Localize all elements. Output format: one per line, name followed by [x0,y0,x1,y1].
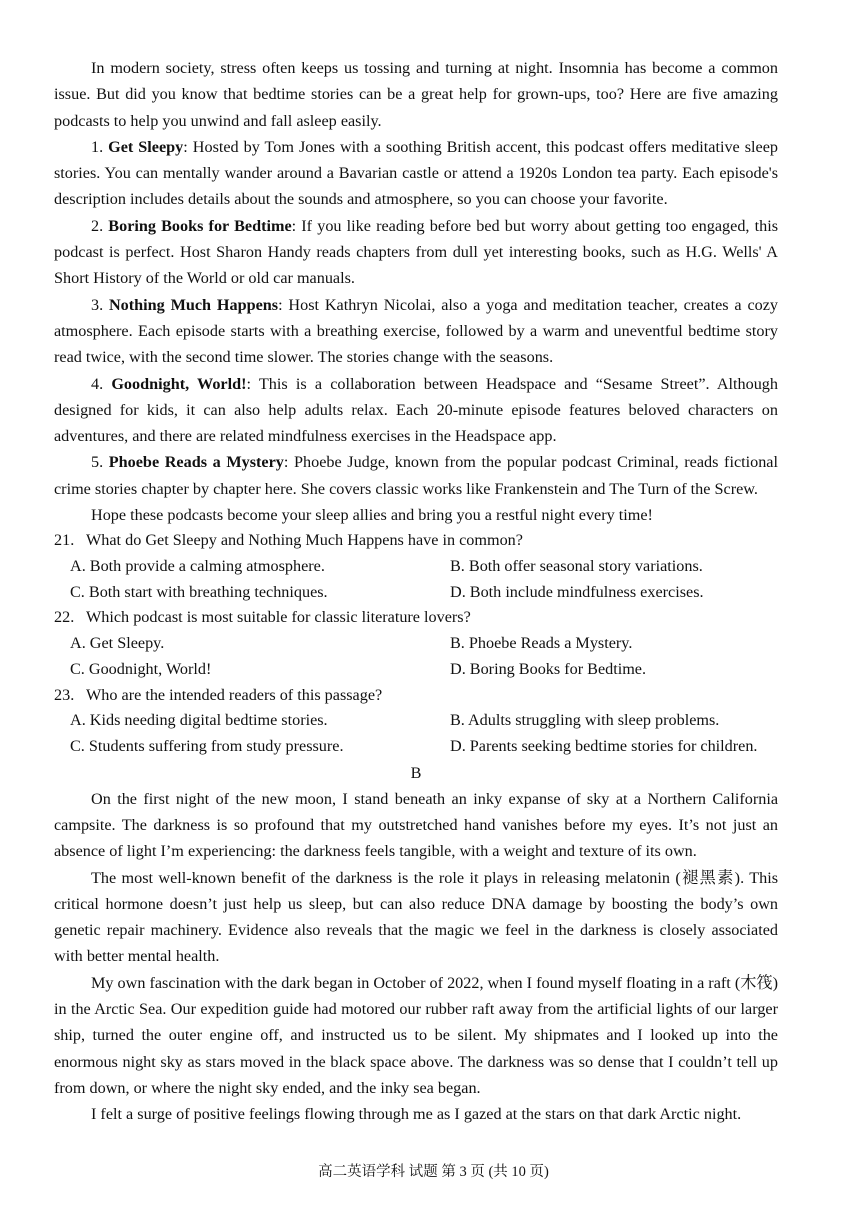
option-a: A. Kids needing digital bedtime stories. [70,711,328,730]
question-number: 21. [54,531,75,550]
passage-a-closing: Hope these podcasts become your sleep allies and bring you a restful night every time! [91,506,653,525]
question-21 [54,528,778,605]
option-d: D. Both include mindfulness exercises. [450,582,704,601]
option-a: A. Get Sleepy. [70,633,165,652]
podcast-item: 5. Phoebe Reads a Mystery: Phoebe Judge, known from the popular podcast Criminal, reads fictional crime stories chapter by chapter here. She covers classic works like Frankenstein and The Turn of the Screw. [54,453,778,498]
option-b: B. Both offer seasonal story variations. [450,556,703,575]
question-stem: Which podcast is most suitable for classic literature lovers? [86,608,471,627]
question-23 [54,683,778,760]
option-c: C. Both start with breathing techniques. [70,582,328,601]
option-c: C. Goodnight, World! [70,659,212,678]
option-d: D. Parents seeking bedtime stories for children. [450,736,758,755]
section-label: B [410,763,422,782]
option-b: B. Phoebe Reads a Mystery. [450,633,633,652]
passage-b-paragraph: My own fascination with the dark began in October of 2022, when I found myself floating in a raft (木筏) in the Arctic Sea. Our expedition guide had motored our rubber raft away from the artificial lights of our larger ship, turned the outer engine off, and instructed us to be silent. My shipmates and I looked up into the enormous night sky as stars moved in the black space above. The darkness was so dense that I couldn’t tell up from down, or where the night sky ended, and the inky sea began. [54,973,778,1097]
question-stem: What do Get Sleepy and Nothing Much Happens have in common? [86,531,523,550]
question-stem: Who are the intended readers of this passage? [86,685,383,704]
option-c: C. Students suffering from study pressure. [70,736,344,755]
question-number: 23. [54,685,75,704]
option-b: B. Adults struggling with sleep problems. [450,711,720,730]
passage-a-intro: In modern society, stress often keeps us tossing and turning at night. Insomnia has become a common issue. But did you know that bedtime stories can be a great help for grown-ups, too? Here are five amazing podcasts to help you unwind and fall asleep easily. [54,59,778,130]
podcast-item: 2. Boring Books for Bedtime: If you like reading before bed but worry about getting too engaged, this podcast is perfect. Host Sharon Handy reads chapters from dull yet interesting books, such as H.G. Wells' A Short History of the World or old car manuals. [54,216,779,288]
podcast-item: 4. Goodnight, World!: This is a collaboration between Headspace and “Sesame Street”. Although designed for kids, it can also help adults relax. Each 20-minute episode features beloved characters on adventures, and there are related mindfulness exercises in the Headspace app. [54,374,778,446]
page-footer: 高二英语学科 试题 第 3 页 (共 10 页) [318,1164,549,1180]
option-a: A. Both provide a calming atmosphere. [70,556,325,575]
podcast-item: 3. Nothing Much Happens: Host Kathryn Nicolai, also a yoga and meditation teacher, creates a cozy atmosphere. Each episode starts with a breathing exercise, followed by a warm and uneventful bedtime story read twice, with the second time slower. The stories change with the seasons. [54,295,779,367]
passage-b-paragraph: I felt a surge of positive feelings flowing through me as I gazed at the stars on that dark Arctic night. [91,1105,742,1124]
passage-b-paragraph: On the first night of the new moon, I stand beneath an inky expanse of sky at a Northern California campsite. The darkness is so profound that my outstretched hand vanishes before my eyes. It’s not just an absence of light I’m experiencing: the darkness feels tangible, with a weight and texture of its own. [54,789,778,861]
exam-page [54,55,778,1127]
option-d: D. Boring Books for Bedtime. [450,659,647,678]
question-number: 22. [54,608,75,627]
passage-b-paragraph: The most well-known benefit of the darkness is the role it plays in releasing melatonin (褪黑素). This critical hormone doesn’t just help us sleep, but can also reduce DNA damage by boosting the body’s own genetic repair machinery. Evidence also reveals that the magic we feel in the darkness is closely associated with better mental health. [54,868,778,966]
podcast-item: 1. Get Sleepy: Hosted by Tom Jones with a soothing British accent, this podcast offers meditative sleep stories. You can mentally wander around a Bavarian castle or attend a 1920s London tea party. Each episode's description includes details about the sounds and atmosphere, so you can choose your favorite. [54,137,778,209]
question-22 [54,605,778,682]
